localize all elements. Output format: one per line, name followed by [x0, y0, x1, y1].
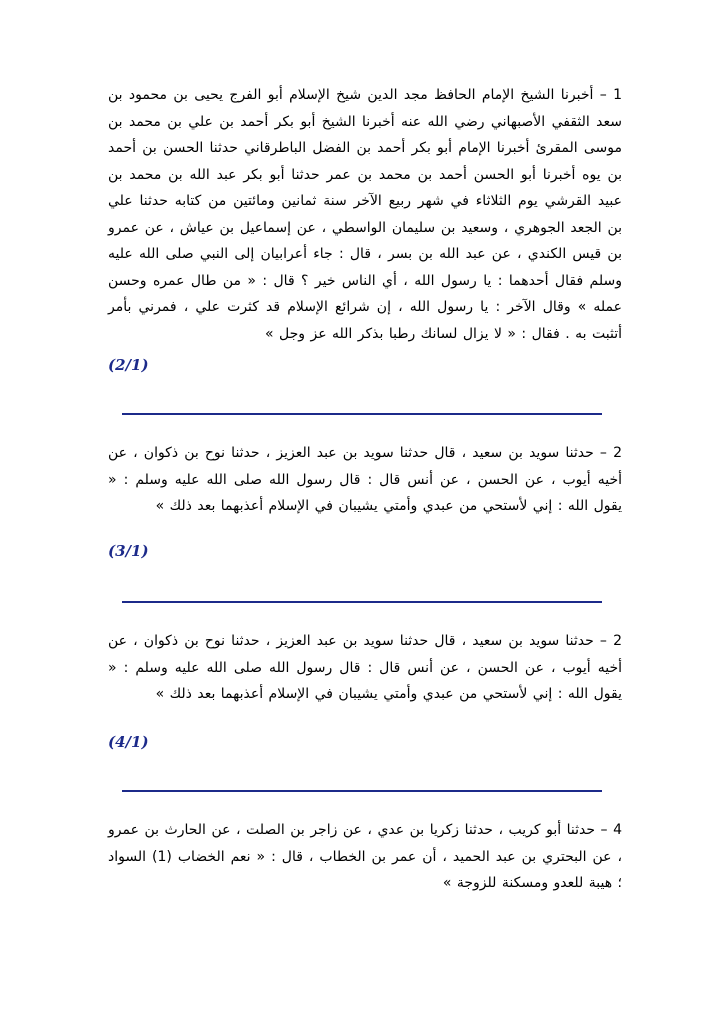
page-reference-2: (3/1) [108, 542, 149, 560]
hadith-paragraph-1: 1 – أخبرنا الشيخ الإمام الحافظ مجد الدين شيخ الإسلام أبو الفرج يحيى بن محمود بن سعد الثقفي الأصبهاني رضي الله عنه أخبرنا الشيخ أبو بكر أحمد بن علي بن محمد بن موسى المقرئ أخبرنا الإمام أبو بكر أحمد بن الفضل الباطرقاني حدثنا الحسن بن أحمد بن يوه أخبرنا أبو الحسن أحمد بن محمد بن عمر حدثنا أبو بكر عبد الله بن محمد بن عبيد القرشي يوم الثلاثاء في شهر ربيع الآخر سنة ثمانين ومائتين من كتابه حدثنا علي بن الجعد الجوهري ، وسعيد بن سليمان الواسطي ، عن إسماعيل بن عياش ، عن عمرو بن قيس الكندي ، عن عبد الله بن بسر ، قال : جاء أعرابيان إلى النبي صلى الله عليه وسلم فقال أحدهما : يا رسول الله ، أي الناس خير ؟ قال : « من طال عمره وحسن عمله » وقال الآخر : يا رسول الله ، إن شرائع الإسلام قد كثرت علي ، فمرني بأمر أتثبت به . فقال : « لا يزال لسانك رطبا بذكر الله عز وجل » [108, 87, 622, 342]
section-divider [122, 413, 602, 415]
page-reference-3: (4/1) [108, 733, 149, 751]
hadith-paragraph-4: 4 – حدثنا أبو كريب ، حدثنا زكريا بن عدي ، عن زاجر بن الصلت ، عن الحارث بن عمرو ، عن البحتري بن عبد الحميد ، أن عمر بن الخطاب ، قال : « نعم الخضاب (1) السواد ؛ هيبة للعدو ومسكنة للزوجة » [108, 822, 622, 891]
page-reference-1: (2/1) [108, 356, 149, 374]
hadith-paragraph-2: 2 – حدثنا سويد بن سعيد ، قال حدثنا سويد بن عبد العزيز ، حدثنا نوح بن ذكوان ، عن أخيه أيوب ، عن الحسن ، عن أنس قال : قال رسول الله صلى الله عليه وسلم : « يقول الله : إني لأستحي من عبدي وأمتي يشيبان في الإسلام أعذبهما بعد ذلك » [108, 445, 622, 514]
hadith-paragraph-3: 2 – حدثنا سويد بن سعيد ، قال حدثنا سويد بن عبد العزيز ، حدثنا نوح بن ذكوان ، عن أخيه أيوب ، عن الحسن ، عن أنس قال : قال رسول الله صلى الله عليه وسلم : « يقول الله : إني لأستحي من عبدي وأمتي يشيبان في الإسلام أعذبهما بعد ذلك » [108, 633, 622, 702]
section-divider [122, 790, 602, 792]
section-divider [122, 601, 602, 603]
